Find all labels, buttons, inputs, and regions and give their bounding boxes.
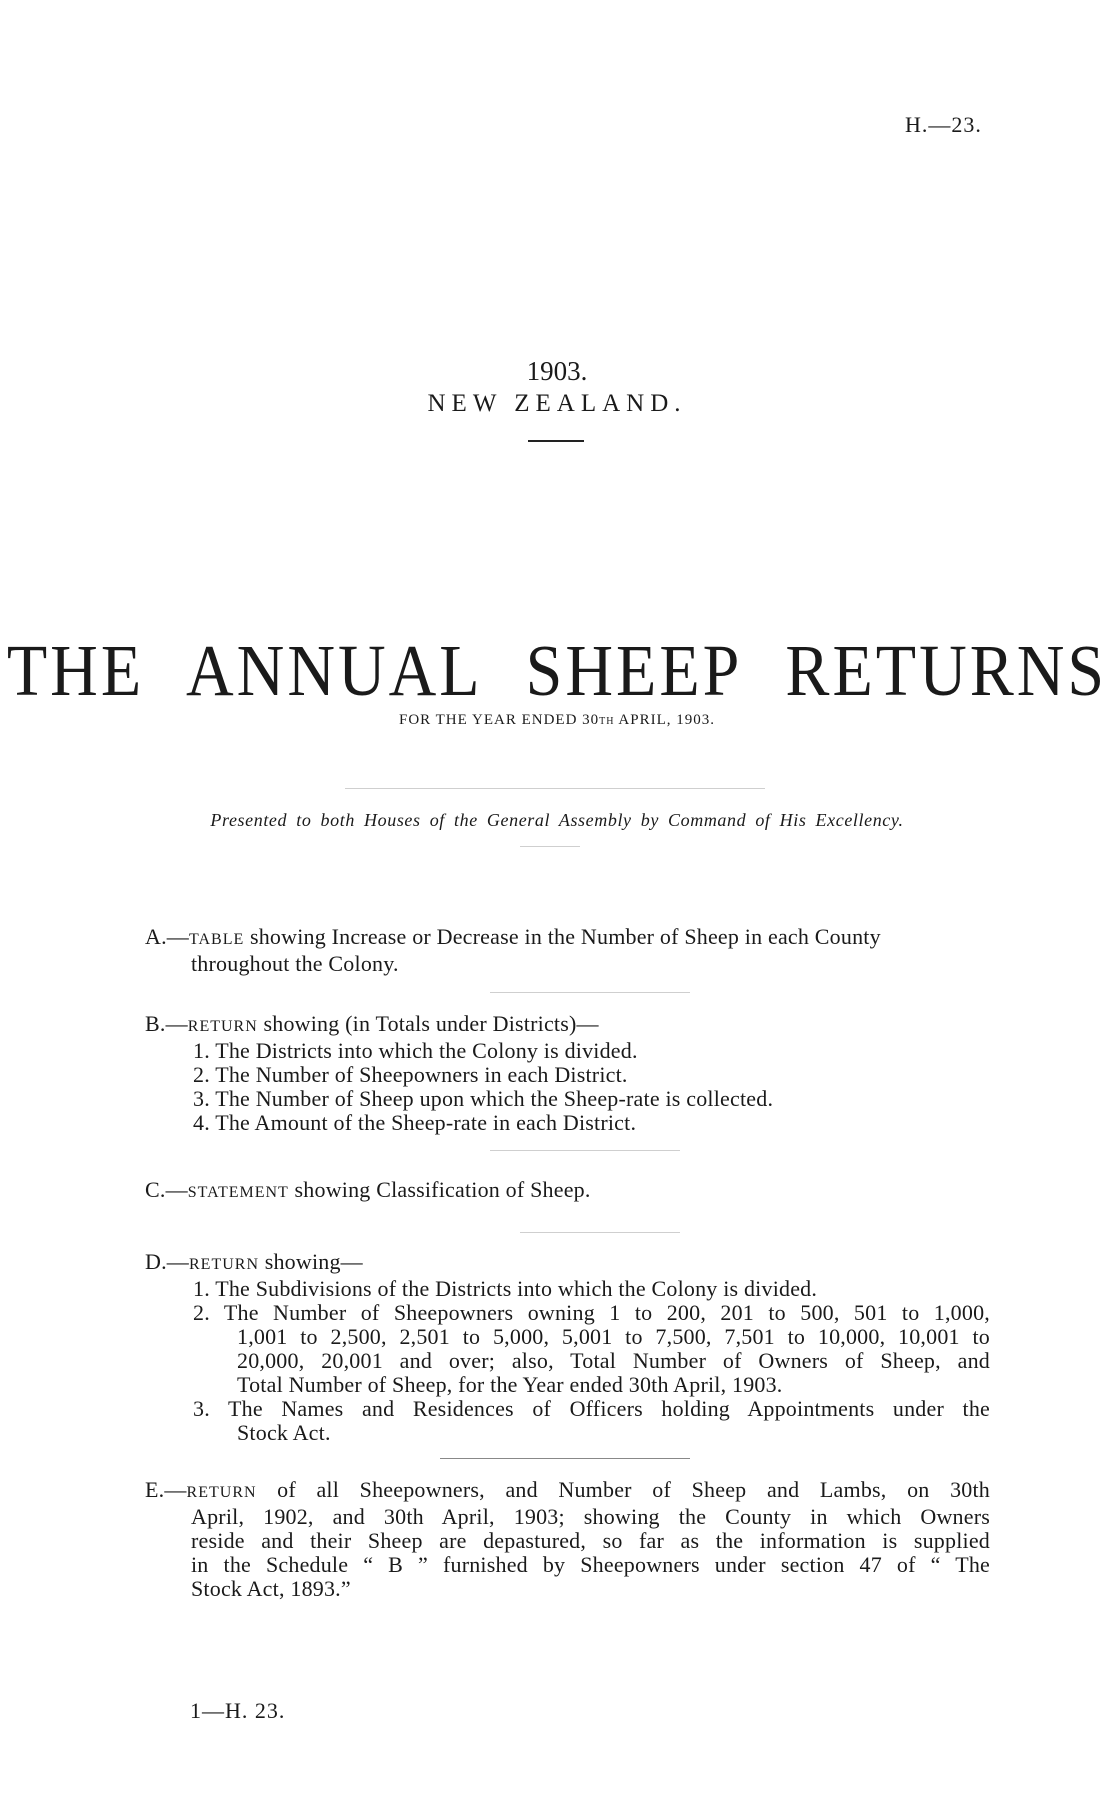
- list-item-continued: 1,001 to 2,500, 2,501 to 5,000, 5,001 to 7,500, 7,501 to 10,000, 10,001 to: [237, 1324, 990, 1349]
- item-c: [145, 1178, 990, 1205]
- subtitle-superscript: TH: [599, 716, 615, 727]
- list-item: 1. The Subdivisions of the Districts into which the Colony is divided.: [193, 1276, 818, 1301]
- faint-rule: [490, 1150, 680, 1151]
- faint-rule: [520, 1232, 680, 1233]
- item-keyword: RETURN: [187, 1018, 258, 1035]
- item-text: in the Schedule “ B ” furnished by Sheepowners under section 47 of “ The: [191, 1552, 990, 1577]
- item-e: [145, 1478, 990, 1601]
- printer-signature: 1—H. 23.: [190, 1698, 286, 1723]
- item-text: April, 1902, and 30th April, 1903; showing the County in which Owners: [191, 1504, 990, 1529]
- publication-year: 1903.: [526, 356, 588, 386]
- item-letter: B.—: [145, 1011, 188, 1036]
- subtitle-text: FOR THE YEAR ENDED 30: [398, 712, 600, 728]
- list-item: 4. The Amount of the Sheep-rate in each District.: [193, 1110, 637, 1135]
- list-item: 2. The Number of Sheepowners in each District.: [193, 1062, 628, 1087]
- list-item-continued: Stock Act.: [237, 1420, 331, 1445]
- section-rule: [440, 1458, 690, 1459]
- faint-rule: [490, 992, 690, 993]
- item-keyword: TABLE: [189, 931, 245, 948]
- list-item: 3. The Names and Residences of Officers holding Appointments under the: [193, 1396, 990, 1421]
- item-keyword: RETURN: [189, 1256, 259, 1273]
- item-text: Stock Act, 1893.”: [191, 1576, 351, 1601]
- heading-rule: [528, 440, 584, 442]
- subtitle-text-end: APRIL, 1903.: [614, 712, 716, 728]
- list-item: 2. The Number of Sheepowners owning 1 to 200, 201 to 500, 501 to 1,000,: [193, 1300, 990, 1325]
- document-subtitle: [0, 712, 1114, 729]
- presented-note: Presented to both Houses of the General Assembly by Command of His Excellency.: [210, 810, 904, 830]
- page-reference: H.—23.: [905, 112, 982, 137]
- item-d: [145, 1250, 990, 1445]
- item-a: [145, 925, 990, 976]
- item-keyword: RETURN: [186, 1484, 257, 1501]
- list-item: 1. The Districts into which the Colony is divided.: [193, 1038, 638, 1063]
- item-b: [145, 1012, 990, 1135]
- item-text: showing—: [259, 1249, 363, 1274]
- item-text: throughout the Colony.: [191, 951, 399, 976]
- item-keyword: STATEMENT: [187, 1184, 289, 1201]
- faint-rule: [345, 788, 765, 789]
- item-letter: C.—: [145, 1177, 188, 1202]
- list-item-continued: 20,000, 20,001 and over; also, Total Number of Owners of Sheep, and: [237, 1348, 990, 1373]
- item-text: showing (in Totals under Districts)—: [257, 1011, 599, 1036]
- item-letter: E.—: [145, 1477, 187, 1502]
- item-text: reside and their Sheep are depastured, so far as the information is supplied: [191, 1528, 990, 1553]
- document-title: THE ANNUAL SHEEP RETURNS: [6, 631, 1108, 712]
- country-heading: NEW ZEALAND.: [427, 390, 687, 417]
- list-item: 3. The Number of Sheep upon which the Sheep-rate is collected.: [193, 1086, 774, 1111]
- item-text: of all Sheepowners, and Number of Sheep and Lambs, on 30th: [256, 1477, 990, 1502]
- item-letter: D.—: [145, 1249, 189, 1274]
- list-item-continued: Total Number of Sheep, for the Year ended 30th April, 1903.: [237, 1372, 783, 1397]
- item-text: showing Increase or Decrease in the Number of Sheep in each County: [244, 924, 881, 949]
- faint-rule: [520, 846, 580, 847]
- item-text: showing Classification of Sheep.: [288, 1177, 591, 1202]
- item-letter: A.—: [145, 924, 189, 949]
